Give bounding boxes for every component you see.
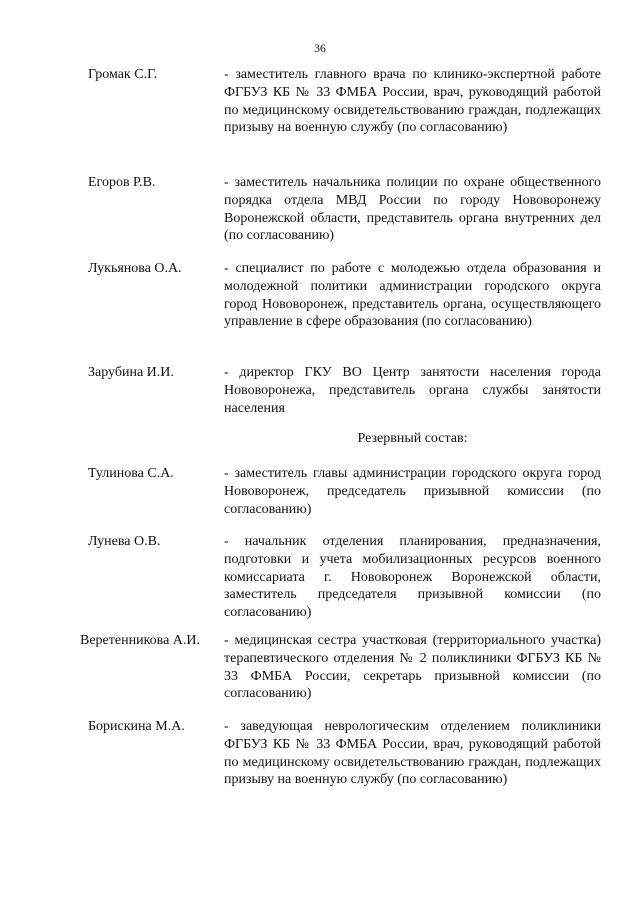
member-name: Громак С.Г. xyxy=(88,67,158,82)
reserve-member-name: Тулинова С.А. xyxy=(88,466,174,481)
member-description: - заместитель главного врача по клинико-экспертной работе ФГБУЗ КБ № 33 ФМБА России, врач, руководящий работой по медицинскому освидетельствованию граждан, подлежащих призыву на военную службу (по согласованию) xyxy=(224,67,601,136)
reserve-member-name: Веретенникова А.И. xyxy=(80,633,201,648)
reserve-heading: Резервный состав: xyxy=(357,431,468,446)
member-name: Лукьянова О.А. xyxy=(88,261,182,276)
reserve-member-name: Борискина М.А. xyxy=(88,719,185,734)
reserve-member-description: - медицинская сестра участковая (территориального участка) терапевтического отделения № 2 поликлиники ФГБУЗ КБ № 33 ФМБА России, секретарь призывной комиссии (по согласованию) xyxy=(224,633,601,702)
reserve-member-description: - заведующая неврологическим отделением поликлиники ФГБУЗ КБ № 33 ФМБА России, врач, руководящий работой по медицинскому освидетельствованию граждан, подлежащих призыву на военную службу (по согласованию) xyxy=(224,719,601,788)
member-description: - директор ГКУ ВО Центр занятости населения города Нововоронежа, представитель органа службы занятости населения xyxy=(224,365,601,416)
page-number: 36 xyxy=(314,43,326,55)
member-description: - специалист по работе с молодежью отдела образования и молодежной политики администрации городского округа город Нововоронеж, представитель органа, осуществляющего управление в сфере образования (по согласованию) xyxy=(224,261,601,330)
member-name: Зарубина И.И. xyxy=(88,365,174,380)
reserve-member-description: - начальник отделения планирования, предназначения, подготовки и учета мобилизационных ресурсов военного комиссариата г. Нововоронеж Воронежской области, заместитель председателя призывной комиссии (по согласованию) xyxy=(224,534,601,621)
reserve-member-name: Лунева О.В. xyxy=(88,534,161,549)
member-description: - заместитель начальника полиции по охране общественного порядка отдела МВД России по городу Нововоронежу Воронежской области, представитель органа внутренних дел (по согласованию) xyxy=(224,175,601,244)
reserve-member-description: - заместитель главы администрации городского округа город Нововоронеж, председатель призывной комиссии (по согласованию) xyxy=(224,466,601,517)
member-name: Егоров Р.В. xyxy=(88,175,156,190)
